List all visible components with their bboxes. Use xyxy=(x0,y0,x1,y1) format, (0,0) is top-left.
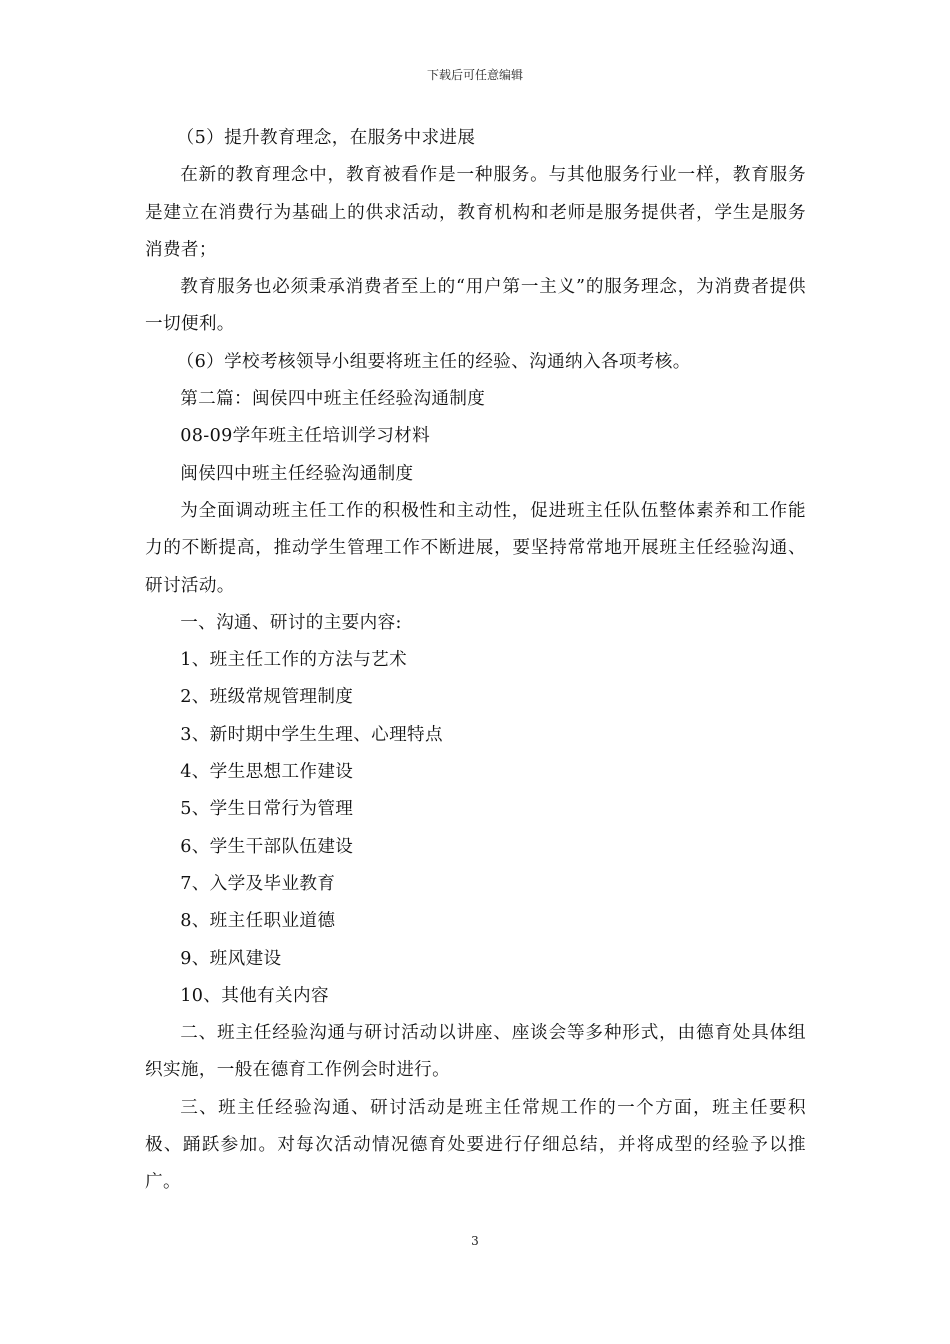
list-item: 5、学生日常行为管理 xyxy=(180,799,354,820)
list-item: 9、班风建设 xyxy=(180,948,282,969)
document-body xyxy=(145,120,806,1202)
list-item: 7、入学及毕业教育 xyxy=(180,873,336,894)
paragraph: 三、班主任经验沟通、研讨活动是班主任常规工作的一个方面，班主任要积极、踊跃参加。对每次活动情况德育处要进行仔细总结，并将成型的经验予以推广。 xyxy=(145,1097,806,1193)
section-title: 第二篇：闽侯四中班主任经验沟通制度 xyxy=(180,389,486,410)
list-item: 6、学生干部队伍建设 xyxy=(180,836,354,857)
list-item: 8、班主任职业道德 xyxy=(180,911,336,932)
paragraph: 二、班主任经验沟通与研讨活动以讲座、座谈会等多种形式，由德育处具体组织实施，一般在德育工作例会时进行。 xyxy=(145,1023,806,1081)
list-heading: 一、沟通、研讨的主要内容: xyxy=(180,612,402,633)
paragraph: 为全面调动班主任工作的积极性和主动性，促进班主任队伍整体素养和工作能力的不断提高，推动学生管理工作不断进展，要坚持常常地开展班主任经验沟通、研讨活动。 xyxy=(145,500,806,596)
list-item: 1、班主任工作的方法与艺术 xyxy=(180,650,408,671)
page-number: 3 xyxy=(471,1234,479,1248)
paragraph: 在新的教育理念中，教育被看作是一种服务。与其他服务行业一样，教育服务是建立在消费行为基础上的供求活动，教育机构和老师是服务提供者，学生是服务消费者； xyxy=(145,165,806,260)
list-item: 4、学生思想工作建设 xyxy=(180,762,354,783)
paragraph: （5）提升教育理念，在服务中求进展 xyxy=(176,128,476,148)
paragraph: （6）学校考核领导小组要将班主任的经验、沟通纳入各项考核。 xyxy=(176,351,691,372)
paragraph: 08-09学年班主任培训学习材料 xyxy=(180,426,431,447)
page-header: 下载后可任意编辑 xyxy=(426,68,523,82)
paragraph: 教育服务也必须秉承消费者至上的“用户第一主义”的服务理念，为消费者提供一切便利。 xyxy=(145,277,806,335)
list-item: 2、班级常规管理制度 xyxy=(180,687,354,708)
paragraph: 闽侯四中班主任经验沟通制度 xyxy=(180,463,414,484)
list-item: 10、其他有关内容 xyxy=(180,985,329,1006)
list-item: 3、新时期中学生生理、心理特点 xyxy=(180,724,443,745)
